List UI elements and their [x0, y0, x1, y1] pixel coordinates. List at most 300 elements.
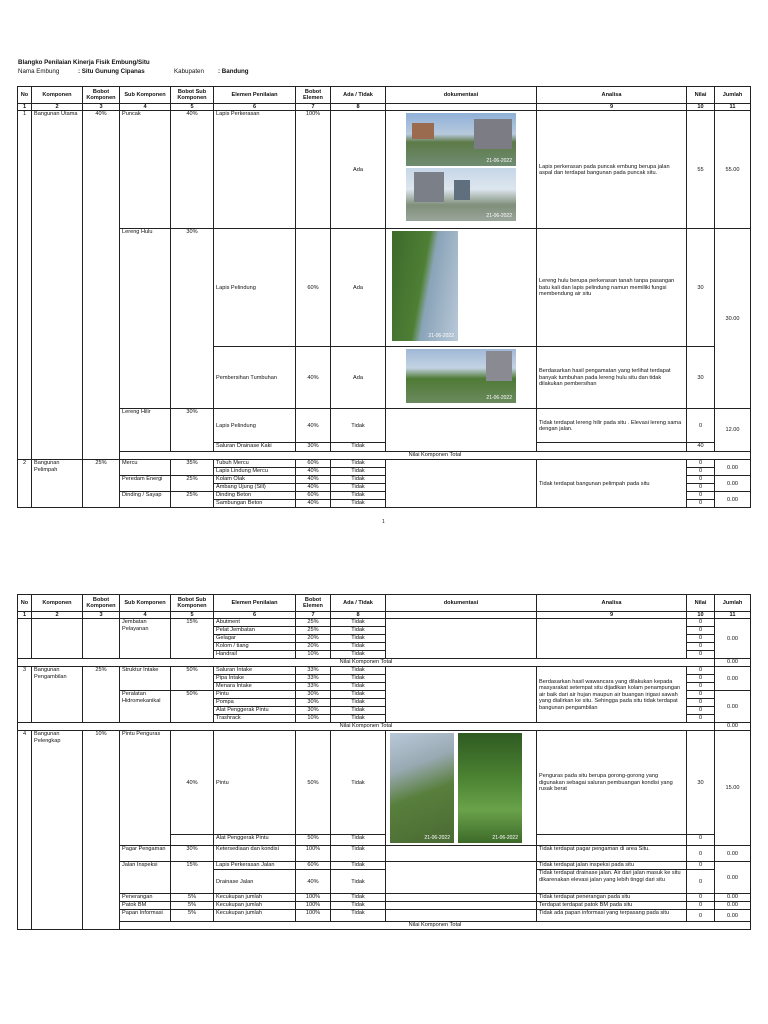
colnum: 11	[715, 612, 751, 619]
jumlah-cell: 0.00	[715, 492, 751, 508]
dokumentasi-cell	[386, 619, 537, 659]
ada-tidak-cell: Tidak	[331, 643, 386, 651]
bobot-elemen-cell: 33%	[296, 683, 331, 691]
ada-tidak-cell: Tidak	[331, 691, 386, 699]
jumlah-cell: 0.00	[715, 691, 751, 723]
assessment-table-page1	[17, 86, 751, 508]
colnum: 8	[331, 104, 386, 111]
ada-tidak-cell: Tidak	[331, 651, 386, 659]
nilai-cell: 55	[687, 111, 715, 229]
bobot-komponen-cell: 10%	[83, 731, 120, 930]
bobot-elemen-cell: 40%	[296, 484, 331, 492]
bobot-sub-cell: 40%	[171, 731, 214, 835]
bobot-elemen-cell: 100%	[296, 902, 331, 910]
ada-tidak-cell: Tidak	[331, 835, 386, 846]
nilai-cell: 0	[687, 846, 715, 862]
ada-tidak-cell: Tidak	[331, 862, 386, 870]
photo-date: 21-06-2022	[492, 834, 518, 841]
col-nilai: Nilai	[687, 87, 715, 104]
col-jumlah: Jumlah	[715, 595, 751, 612]
col-no: No	[18, 595, 32, 612]
colnum: 7	[296, 612, 331, 619]
table-row	[18, 894, 751, 902]
colnum: 2	[32, 104, 83, 111]
ada-tidak-cell: Ada	[331, 347, 386, 409]
jumlah-cell: 30.00	[715, 229, 751, 409]
colnum: 4	[120, 612, 171, 619]
total-label: Nilai Komponen Total	[120, 452, 751, 460]
dokumentasi-cell	[386, 846, 537, 862]
elemen-cell: Kecukupan jumlah	[214, 902, 296, 910]
bobot-elemen-cell: 50%	[296, 835, 331, 846]
nilai-cell: 0	[687, 476, 715, 484]
bobot-elemen-cell: 30%	[296, 699, 331, 707]
ada-tidak-cell: Ada	[331, 111, 386, 229]
photo-pair	[388, 731, 534, 845]
elemen-cell: Kolom / tiang	[214, 643, 296, 651]
sub-komponen-cell: Jalan Inspeksi	[120, 862, 171, 894]
analisa-cell: Terdapat terdapat patok BM pada situ	[537, 902, 687, 910]
header-row	[18, 595, 751, 612]
ada-tidak-cell: Tidak	[331, 675, 386, 683]
colnum: 8	[331, 612, 386, 619]
jumlah-cell: 0.00	[715, 910, 751, 922]
col-bobot-sub: Bobot Sub Komponen	[171, 595, 214, 612]
nama-embung-value: : Situ Gunung Cipanas	[78, 68, 145, 75]
nilai-cell: 0	[687, 707, 715, 715]
nilai-cell: 0	[687, 835, 715, 846]
dokumentasi-cell	[386, 902, 537, 910]
table-row	[18, 619, 751, 627]
bobot-sub-cell	[171, 835, 214, 846]
colnum: 11	[715, 104, 751, 111]
nilai-cell: 0	[687, 619, 715, 627]
elemen-cell: Gelagar	[214, 635, 296, 643]
ada-tidak-cell: Tidak	[331, 409, 386, 443]
komponen-cell: Bangunan Utama	[32, 111, 83, 460]
colnum: 3	[83, 104, 120, 111]
elemen-cell: Kecukupan jumlah	[214, 894, 296, 902]
building-shape	[474, 119, 512, 149]
elemen-cell: Lapis Perkerasan	[214, 111, 296, 229]
column-number-row	[18, 612, 751, 619]
analisa-cell: Berdasarkan hasil wawancara yang dilakukan kepada masyarakat setempat situ dijadikan kolam penampungan air baik dari air hujan maupun air buangan irigasi sawah yang dialirkan ke situ. Sehingga pada situ tidak terdapat bangunan pengambilan	[537, 667, 687, 723]
nilai-cell: 0	[687, 500, 715, 508]
bobot-komponen-cell: 40%	[83, 111, 120, 460]
analisa-cell: Lereng hulu berupa perkerasan tanah tanpa pasangan batu kali dan lapis pelindung namun memiliki fungsi membendung air situ	[537, 229, 687, 347]
nilai-cell: 0	[687, 635, 715, 643]
ada-tidak-cell: Tidak	[331, 627, 386, 635]
analisa-cell: Tidak terdapat jalan inspeksi pada situ	[537, 862, 687, 870]
bobot-elemen-cell: 20%	[296, 635, 331, 643]
bobot-elemen-cell: 30%	[296, 707, 331, 715]
bobot-elemen-cell: 100%	[296, 846, 331, 862]
sub-komponen-cell: Mercu	[120, 460, 171, 476]
row-number: 4	[18, 731, 32, 930]
col-dokumentasi: dokumentasi	[386, 87, 537, 104]
bobot-komponen-cell	[83, 619, 120, 659]
assessment-table-page2	[17, 594, 751, 930]
elemen-cell: Menara Intake	[214, 683, 296, 691]
bobot-elemen-cell: 50%	[296, 731, 331, 835]
elemen-cell: Ketersediaan dan kondisi	[214, 846, 296, 862]
dokumentasi-cell	[386, 667, 537, 723]
col-ada-tidak: Ada / Tidak	[331, 595, 386, 612]
col-analisa: Analisa	[537, 87, 687, 104]
ada-tidak-cell: Tidak	[331, 667, 386, 675]
nilai-cell: 0	[687, 651, 715, 659]
total-row	[18, 659, 751, 667]
sub-komponen-cell: Jembatan Pelayanan	[120, 619, 171, 659]
jumlah-cell: 0.00	[715, 619, 751, 659]
nilai-cell: 0	[687, 643, 715, 651]
elemen-cell: Kecukupan jumlah	[214, 910, 296, 922]
building-shape	[454, 180, 470, 200]
elemen-cell: Kolam Olak	[214, 476, 296, 484]
ada-tidak-cell: Ada	[331, 229, 386, 347]
bobot-elemen-cell: 60%	[296, 862, 331, 870]
ada-tidak-cell: Tidak	[331, 635, 386, 643]
elemen-cell: Saluran Drainase Kaki	[214, 443, 296, 452]
ada-tidak-cell: Tidak	[331, 443, 386, 452]
col-bobot-elemen: Bobot Elemen	[296, 595, 331, 612]
analisa-cell: Lapis perkerasan pada puncak embung berupa jalan aspal dan terdapat bangunan pada puncak situ.	[537, 111, 687, 229]
table-row	[18, 731, 751, 835]
nilai-cell: 0	[687, 870, 715, 894]
analisa-cell: Tidak terdapat drainase jalan. Air dari jalan masuk ke situ dikarenakan elevasi jalan yang lebih tinggi dari situ	[537, 870, 687, 894]
analisa-cell: Tidak terdapat pagar pengaman di area Situ.	[537, 846, 687, 862]
analisa-cell: Berdasarkan hasil pengamatan yang terlihat terdapat banyak tumbuhan pada lereng hulu situ dan tidak dilakukan pembersihan	[537, 347, 687, 409]
nilai-cell: 0	[687, 894, 715, 902]
col-jumlah: Jumlah	[715, 87, 751, 104]
bobot-komponen-cell: 25%	[83, 667, 120, 723]
col-ada-tidak: Ada / Tidak	[331, 87, 386, 104]
photo-date: 21-06-2022	[486, 394, 512, 401]
col-bobot-komponen: Bobot Komponen	[83, 87, 120, 104]
bobot-sub-cell: 40%	[171, 111, 214, 229]
colnum	[386, 612, 537, 619]
table-row	[18, 460, 751, 468]
bobot-elemen-cell: 10%	[296, 651, 331, 659]
photo-date: 21-06-2022	[486, 157, 512, 164]
page-number: 1	[382, 519, 385, 525]
nilai-cell: 30	[687, 731, 715, 835]
site-photo	[390, 733, 454, 843]
nilai-cell: 0	[687, 667, 715, 675]
dokumentasi-cell	[386, 460, 537, 508]
table-row	[18, 229, 751, 347]
jumlah-cell: 0.00	[715, 862, 751, 894]
komponen-cell: Bangunan Pengambilan	[32, 667, 83, 723]
bobot-elemen-cell: 100%	[296, 894, 331, 902]
site-photo	[406, 168, 516, 221]
bobot-elemen-cell: 20%	[296, 643, 331, 651]
elemen-cell: Lapis Lindung Mercu	[214, 468, 296, 476]
table-row	[18, 902, 751, 910]
dokumentasi-cell	[386, 862, 537, 894]
sub-komponen-cell: Pintu Penguras	[120, 731, 171, 846]
bobot-elemen-cell: 33%	[296, 675, 331, 683]
col-bobot-elemen: Bobot Elemen	[296, 87, 331, 104]
nilai-cell: 0	[687, 460, 715, 468]
elemen-cell: Pembersihan Tumbuhan	[214, 347, 296, 409]
bobot-elemen-cell: 60%	[296, 492, 331, 500]
ada-tidak-cell: Tidak	[331, 476, 386, 484]
elemen-cell: Pipa Intake	[214, 675, 296, 683]
komponen-cell: Bangunan Pelengkap	[32, 731, 83, 930]
bobot-sub-cell: 15%	[171, 862, 214, 894]
elemen-cell: Tubuh Mercu	[214, 460, 296, 468]
photo-date: 21-06-2022	[428, 332, 454, 339]
dokumentasi-cell	[386, 347, 537, 409]
ada-tidak-cell: Tidak	[331, 870, 386, 894]
bobot-sub-cell: 30%	[171, 229, 214, 409]
table-row	[18, 846, 751, 862]
jumlah-cell: 55.00	[715, 111, 751, 229]
bobot-elemen-cell: 25%	[296, 627, 331, 635]
komponen-cell: Bangunan Pelimpah	[32, 460, 83, 508]
ada-tidak-cell: Tidak	[331, 468, 386, 476]
total-row	[18, 723, 751, 731]
header-row	[18, 87, 751, 104]
col-dokumentasi: dokumentasi	[386, 595, 537, 612]
total-value: 0.00	[715, 659, 751, 667]
ada-tidak-cell: Tidak	[331, 707, 386, 715]
bobot-sub-cell: 30%	[171, 846, 214, 862]
ada-tidak-cell: Tidak	[331, 715, 386, 723]
sub-komponen-cell: Puncak	[120, 111, 171, 229]
bobot-elemen-cell: 40%	[296, 468, 331, 476]
total-label: Nilai Komponen Total	[120, 922, 751, 930]
ada-tidak-cell: Tidak	[331, 731, 386, 835]
bobot-sub-cell: 30%	[171, 409, 214, 452]
ada-tidak-cell: Tidak	[331, 484, 386, 492]
elemen-cell: Saluran Intake	[214, 667, 296, 675]
bobot-sub-cell: 25%	[171, 476, 214, 492]
colnum: 10	[687, 612, 715, 619]
bobot-elemen-cell: 30%	[296, 691, 331, 699]
sub-komponen-cell: Pagar Pengaman	[120, 846, 171, 862]
nilai-cell: 0	[687, 862, 715, 870]
sub-komponen-cell: Dinding / Sayap	[120, 492, 171, 508]
nilai-cell: 30	[687, 347, 715, 409]
elemen-cell: Abutment	[214, 619, 296, 627]
dokumentasi-cell	[386, 229, 537, 347]
building-shape	[486, 351, 512, 381]
elemen-cell: Ambang Ujung (Sill)	[214, 484, 296, 492]
col-bobot-sub: Bobot Sub Komponen	[171, 87, 214, 104]
bobot-elemen-cell: 33%	[296, 667, 331, 675]
ada-tidak-cell: Tidak	[331, 683, 386, 691]
elemen-cell: Alat Penggerak Pintu	[214, 835, 296, 846]
jumlah-cell: 0.00	[715, 476, 751, 492]
nilai-cell: 0	[687, 468, 715, 476]
nilai-cell: 0	[687, 902, 715, 910]
form-title: Blangko Penilaian Kinerja Fisik Embung/Situ	[18, 59, 150, 66]
colnum: 6	[214, 612, 296, 619]
bobot-elemen-cell: 25%	[296, 619, 331, 627]
ada-tidak-cell: Tidak	[331, 902, 386, 910]
dokumentasi-cell	[386, 111, 537, 229]
nilai-cell: 0	[687, 484, 715, 492]
nilai-cell: 0	[687, 683, 715, 691]
analisa-cell: Tidak ada papan informasi yang terpasang pada situ	[537, 910, 687, 922]
dokumentasi-cell	[386, 409, 537, 452]
bobot-elemen-cell: 60%	[296, 229, 331, 347]
sub-komponen-cell: Lereng Hulu	[120, 229, 171, 409]
elemen-cell: Dinding Beton	[214, 492, 296, 500]
kabupaten-label: Kabupaten	[174, 68, 204, 75]
bobot-elemen-cell: 60%	[296, 460, 331, 468]
colnum: 9	[537, 612, 687, 619]
photo-date: 21-06-2022	[486, 212, 512, 219]
elemen-cell: Drainase Jalan	[214, 870, 296, 894]
dokumentasi-cell	[386, 910, 537, 922]
photo-date: 21-06-2022	[424, 834, 450, 841]
ada-tidak-cell: Tidak	[331, 894, 386, 902]
jumlah-cell: 0.00	[715, 667, 751, 691]
sub-komponen-cell: Penerangan	[120, 894, 171, 902]
ada-tidak-cell: Tidak	[331, 910, 386, 922]
site-photo	[406, 113, 516, 166]
nilai-cell: 30	[687, 229, 715, 347]
column-number-row	[18, 104, 751, 111]
nilai-cell: 0	[687, 675, 715, 683]
jumlah-cell: 0.00	[715, 460, 751, 476]
elemen-cell: Handrail	[214, 651, 296, 659]
col-bobot-komponen: Bobot Komponen	[83, 595, 120, 612]
nilai-cell: 0	[687, 715, 715, 723]
colnum: 6	[214, 104, 296, 111]
house-shape	[412, 123, 434, 139]
elemen-cell: Pelat Jembatan	[214, 627, 296, 635]
elemen-cell: Trashrack	[214, 715, 296, 723]
table-row	[18, 862, 751, 870]
building-shape	[414, 172, 444, 202]
elemen-cell: Pintu	[214, 691, 296, 699]
site-photo	[458, 733, 522, 843]
total-row	[18, 922, 751, 930]
jumlah-cell: 0.00	[715, 894, 751, 902]
sub-komponen-cell: Peralatan Hidromekanikal	[120, 691, 171, 723]
ada-tidak-cell: Tidak	[331, 619, 386, 627]
col-elemen: Elemen Penilaian	[214, 87, 296, 104]
colnum: 3	[83, 612, 120, 619]
site-photo	[406, 349, 516, 403]
elemen-cell: Alat Penggerak Pintu	[214, 707, 296, 715]
bobot-sub-cell: 15%	[171, 619, 214, 659]
bobot-komponen-cell: 25%	[83, 460, 120, 508]
bobot-elemen-cell: 40%	[296, 500, 331, 508]
elemen-cell: Lapis Perkerasan Jalan	[214, 862, 296, 870]
bobot-sub-cell: 5%	[171, 910, 214, 922]
bobot-elemen-cell: 10%	[296, 715, 331, 723]
table-row	[18, 667, 751, 675]
col-sub-komponen: Sub Komponen	[120, 87, 171, 104]
jumlah-cell: 0.00	[715, 846, 751, 862]
elemen-cell: Lapis Pelindung	[214, 409, 296, 443]
colnum: 1	[18, 104, 32, 111]
colnum: 1	[18, 612, 32, 619]
bobot-sub-cell: 5%	[171, 894, 214, 902]
jumlah-cell: 15.00	[715, 731, 751, 846]
ada-tidak-cell: Tidak	[331, 460, 386, 468]
bobot-elemen-cell: 30%	[296, 443, 331, 452]
colnum	[386, 104, 537, 111]
analisa-cell	[537, 443, 687, 452]
total-label: Nilai Komponen Total	[18, 723, 715, 731]
col-nilai: Nilai	[687, 595, 715, 612]
bobot-elemen-cell: 40%	[296, 476, 331, 484]
elemen-cell: Lapis Pelindung	[214, 229, 296, 347]
bobot-elemen-cell: 40%	[296, 347, 331, 409]
ada-tidak-cell: Tidak	[331, 492, 386, 500]
analisa-cell	[537, 619, 687, 659]
nama-embung-label: Nama Embung	[18, 68, 60, 75]
col-komponen: Komponen	[32, 87, 83, 104]
analisa-cell: Tidak terdapat penerangan pada situ	[537, 894, 687, 902]
nilai-cell: 0	[687, 699, 715, 707]
bobot-sub-cell: 5%	[171, 902, 214, 910]
komponen-cell	[32, 619, 83, 659]
elemen-cell: Pintu	[214, 731, 296, 835]
nilai-cell: 0	[687, 492, 715, 500]
analisa-cell	[537, 835, 687, 846]
bobot-sub-cell: 25%	[171, 492, 214, 508]
sub-komponen-cell: Peredam Energi	[120, 476, 171, 492]
table-row	[18, 910, 751, 922]
col-analisa: Analisa	[537, 595, 687, 612]
nilai-cell: 40	[687, 443, 715, 452]
row-number: 3	[18, 667, 32, 723]
colnum: 4	[120, 104, 171, 111]
nilai-cell: 0	[687, 627, 715, 635]
analisa-cell: Penguras pada situ berupa gorong-gorong yang digunakan sebagai saluran pembuangan kondisi yang rusak berat	[537, 731, 687, 835]
total-row	[18, 452, 751, 460]
table-row	[18, 409, 751, 443]
col-komponen: Komponen	[32, 595, 83, 612]
bobot-elemen-cell: 100%	[296, 910, 331, 922]
sub-komponen-cell: Patok BM	[120, 902, 171, 910]
nilai-cell: 0	[687, 691, 715, 699]
total-label: Nilai Komponen Total	[18, 659, 715, 667]
kabupaten-value: : Bandung	[218, 68, 249, 75]
table-row	[18, 111, 751, 229]
col-no: No	[18, 87, 32, 104]
jumlah-cell: 0.00	[715, 902, 751, 910]
bobot-elemen-cell: 40%	[296, 870, 331, 894]
elemen-cell: Sambungan Beton	[214, 500, 296, 508]
elemen-cell: Pompa	[214, 699, 296, 707]
col-sub-komponen: Sub Komponen	[120, 595, 171, 612]
sub-komponen-cell: Struktur Intake	[120, 667, 171, 691]
row-number: 2	[18, 460, 32, 508]
bobot-sub-cell: 50%	[171, 667, 214, 691]
col-elemen: Elemen Penilaian	[214, 595, 296, 612]
colnum: 10	[687, 104, 715, 111]
dokumentasi-cell	[386, 731, 537, 846]
bobot-elemen-cell: 40%	[296, 409, 331, 443]
total-value: 0.00	[715, 723, 751, 731]
bobot-sub-cell: 35%	[171, 460, 214, 476]
colnum: 5	[171, 612, 214, 619]
ada-tidak-cell: Tidak	[331, 500, 386, 508]
row-number: 1	[18, 111, 32, 460]
analisa-cell: Tidak terdapat bangunan pelimpah pada situ	[537, 460, 687, 508]
nilai-cell: 0	[687, 409, 715, 443]
jumlah-cell: 12.00	[715, 409, 751, 452]
sub-komponen-cell: Papan Informasi	[120, 910, 171, 922]
